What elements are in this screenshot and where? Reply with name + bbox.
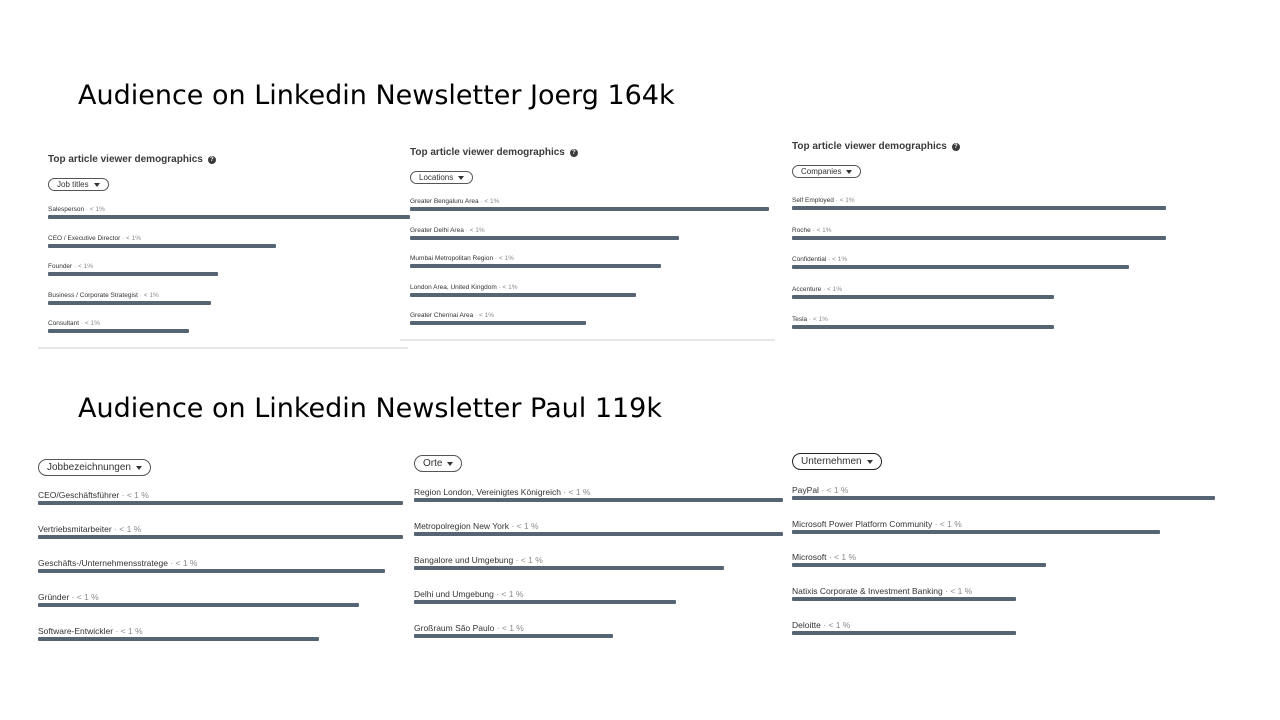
row-name: Großraum São Paulo bbox=[414, 623, 495, 633]
row-percentage: · < 1% bbox=[821, 286, 843, 294]
filter-dropdown[interactable] bbox=[792, 453, 882, 470]
row-bar bbox=[792, 206, 1166, 210]
help-icon[interactable]: ? bbox=[208, 156, 216, 164]
demographics-panel bbox=[782, 141, 1166, 346]
row-name: Microsoft Power Platform Community bbox=[792, 518, 933, 529]
filter-dropdown[interactable] bbox=[38, 459, 151, 476]
row-name: Greater Bengaluru Area bbox=[410, 198, 479, 205]
filter-dropdown-label: Unternehmen bbox=[801, 456, 862, 467]
row-bar bbox=[48, 215, 410, 219]
row-name: Natixis Corporate & Investment Banking bbox=[792, 586, 943, 597]
row-bar bbox=[792, 631, 1016, 635]
row-name: Vertriebsmitarbeiter bbox=[38, 524, 112, 534]
row-label bbox=[792, 256, 847, 264]
row-percentage: · < 1 % bbox=[494, 623, 524, 633]
row-label bbox=[410, 198, 499, 206]
row-name: London Area, United Kingdom bbox=[410, 283, 497, 291]
row-bar bbox=[414, 498, 783, 502]
help-icon[interactable]: ? bbox=[570, 149, 578, 157]
row-label bbox=[48, 320, 100, 328]
row-percentage: · < 1 % bbox=[932, 518, 962, 529]
row-name: Gründer bbox=[38, 592, 70, 602]
row-label bbox=[792, 552, 856, 562]
caret-down-icon bbox=[458, 176, 464, 180]
row-label bbox=[38, 592, 99, 602]
row-name: Deloitte bbox=[792, 619, 821, 630]
row-bar bbox=[410, 236, 679, 240]
row-label bbox=[48, 263, 93, 271]
row-label bbox=[414, 555, 543, 565]
row-bar bbox=[792, 325, 1054, 329]
demographics-panel bbox=[38, 154, 408, 349]
row-percentage: · < 1 % bbox=[513, 555, 543, 565]
row-bar bbox=[414, 600, 676, 604]
row-bar bbox=[792, 597, 1016, 601]
row-percentage: · < 1 % bbox=[119, 490, 149, 500]
panel-heading bbox=[792, 141, 960, 152]
row-bar bbox=[792, 563, 1046, 567]
row-label bbox=[792, 519, 962, 529]
row-bar bbox=[38, 637, 319, 641]
row-percentage: · < 1% bbox=[807, 315, 828, 323]
filter-dropdown-label: Locations bbox=[419, 173, 454, 182]
row-percentage: · < 1 % bbox=[508, 521, 539, 531]
panel-heading-text: Top article viewer demographics bbox=[48, 154, 203, 165]
row-percentage: · < 1 % bbox=[113, 626, 143, 636]
filter-dropdown-label: Companies bbox=[801, 167, 842, 176]
row-name: Microsoft bbox=[792, 552, 827, 563]
filter-dropdown-label: Job titles bbox=[57, 180, 89, 189]
panel-heading bbox=[410, 147, 578, 158]
row-bar bbox=[38, 569, 385, 573]
panel-heading-text: Top article viewer demographics bbox=[792, 141, 947, 152]
row-label bbox=[48, 292, 159, 300]
row-percentage: · < 1 % bbox=[826, 552, 857, 563]
caret-down-icon bbox=[94, 183, 100, 187]
demographics-panel bbox=[792, 453, 1215, 654]
row-name: Software-Entwickler bbox=[38, 626, 114, 636]
row-bar bbox=[48, 272, 218, 276]
row-percentage: · < 1 % bbox=[167, 558, 198, 568]
row-percentage: · < 1% bbox=[473, 312, 495, 319]
demographics-panel bbox=[38, 459, 403, 660]
row-percentage: · < 1% bbox=[493, 255, 514, 262]
row-percentage: · < 1 % bbox=[69, 592, 99, 602]
caret-down-icon bbox=[447, 462, 453, 466]
row-bar bbox=[792, 236, 1166, 240]
row-percentage: · < 1% bbox=[84, 206, 105, 213]
row-label bbox=[414, 521, 539, 531]
row-percentage: · < 1% bbox=[478, 198, 500, 205]
row-percentage: · < 1 % bbox=[493, 589, 524, 599]
caret-down-icon bbox=[846, 170, 852, 174]
row-name: PayPal bbox=[792, 485, 819, 495]
row-percentage: · < 1% bbox=[72, 263, 93, 270]
help-icon[interactable]: ? bbox=[952, 143, 960, 151]
row-label bbox=[410, 227, 485, 235]
row-label bbox=[410, 255, 514, 263]
row-name: Tesla bbox=[792, 315, 808, 323]
section-title-paul: Audience on Linkedin Newsletter Paul 119k bbox=[78, 393, 662, 424]
filter-dropdown[interactable] bbox=[48, 178, 109, 191]
demographics-panel bbox=[414, 455, 783, 657]
row-label bbox=[792, 316, 828, 324]
row-label bbox=[414, 589, 523, 599]
row-name: Consultant bbox=[48, 320, 80, 327]
filter-dropdown[interactable] bbox=[414, 455, 462, 472]
row-percentage: · < 1 % bbox=[942, 586, 973, 597]
row-bar bbox=[410, 264, 661, 268]
row-name: Roche bbox=[792, 226, 811, 234]
row-label bbox=[414, 487, 591, 497]
row-percentage: · < 1% bbox=[826, 256, 848, 264]
row-bar bbox=[414, 532, 783, 536]
row-percentage: · < 1% bbox=[496, 283, 518, 291]
row-label bbox=[792, 227, 832, 235]
row-percentage: · < 1 % bbox=[818, 485, 849, 495]
row-label bbox=[792, 485, 848, 495]
row-label bbox=[792, 286, 842, 294]
row-label bbox=[410, 284, 518, 292]
row-bar bbox=[792, 265, 1129, 269]
row-bar bbox=[48, 301, 211, 305]
row-label bbox=[48, 235, 141, 243]
row-name: CEO/Geschäftsführer bbox=[38, 490, 120, 500]
row-label bbox=[410, 312, 494, 320]
row-name: Greater Chennai Area bbox=[410, 312, 474, 319]
row-percentage: · < 1% bbox=[79, 320, 100, 327]
row-bar bbox=[38, 535, 403, 539]
row-label bbox=[38, 626, 143, 636]
filter-dropdown[interactable] bbox=[410, 171, 473, 184]
filter-dropdown[interactable] bbox=[792, 165, 861, 178]
row-name: Self Employed bbox=[792, 197, 834, 204]
row-name: Confidential bbox=[792, 256, 827, 264]
row-label bbox=[792, 586, 972, 596]
filter-dropdown-label: Orte bbox=[423, 458, 443, 469]
row-bar bbox=[792, 496, 1215, 500]
panel-heading bbox=[48, 154, 216, 165]
row-label bbox=[38, 558, 197, 568]
panel-heading-text: Top article viewer demographics bbox=[410, 147, 565, 158]
row-label bbox=[792, 620, 850, 630]
row-bar bbox=[792, 530, 1160, 534]
row-bar bbox=[38, 603, 359, 607]
row-name: CEO / Executive Director bbox=[48, 234, 121, 242]
row-bar bbox=[410, 321, 586, 325]
row-percentage: · < 1 % bbox=[560, 487, 591, 497]
section-title-joerg: Audience on Linkedin Newsletter Joerg 164k bbox=[78, 80, 675, 111]
row-bar bbox=[38, 501, 403, 505]
row-name: Founder bbox=[48, 263, 73, 270]
row-name: Accenture bbox=[792, 286, 822, 294]
row-percentage: · < 1% bbox=[833, 197, 855, 204]
row-bar bbox=[410, 293, 636, 297]
row-bar bbox=[792, 295, 1054, 299]
row-label bbox=[38, 524, 141, 534]
row-name: Greater Delhi Area bbox=[410, 226, 464, 234]
row-percentage: · < 1 % bbox=[820, 619, 851, 630]
row-bar bbox=[48, 329, 189, 333]
row-percentage: · < 1% bbox=[810, 226, 832, 234]
row-label bbox=[38, 490, 149, 500]
row-label bbox=[414, 623, 524, 633]
row-name: Business / Corporate Strategist bbox=[48, 291, 138, 299]
caret-down-icon bbox=[136, 466, 142, 470]
row-percentage: · < 1% bbox=[463, 226, 485, 234]
demographics-panel bbox=[400, 147, 775, 341]
row-name: Metropolregion New York bbox=[414, 521, 509, 531]
row-bar bbox=[48, 244, 276, 248]
row-bar bbox=[410, 207, 769, 211]
row-name: Bangalore und Umgebung bbox=[414, 555, 514, 565]
row-name: Salesperson bbox=[48, 206, 85, 213]
caret-down-icon bbox=[867, 460, 873, 464]
row-name: Geschäfts-/Unternehmensstratege bbox=[38, 558, 168, 568]
row-percentage: · < 1% bbox=[137, 291, 159, 299]
filter-dropdown-label: Jobbezeichnungen bbox=[47, 462, 131, 473]
row-name: Region London, Vereinigtes Königreich bbox=[414, 487, 561, 497]
row-bar bbox=[414, 566, 724, 570]
row-name: Mumbai Metropolitan Region bbox=[410, 255, 494, 262]
row-percentage: · < 1% bbox=[120, 234, 142, 242]
row-label bbox=[792, 197, 855, 205]
row-bar bbox=[414, 634, 613, 638]
row-label bbox=[48, 206, 105, 214]
row-percentage: · < 1 % bbox=[111, 524, 142, 534]
row-name: Delhi und Umgebung bbox=[414, 589, 494, 599]
